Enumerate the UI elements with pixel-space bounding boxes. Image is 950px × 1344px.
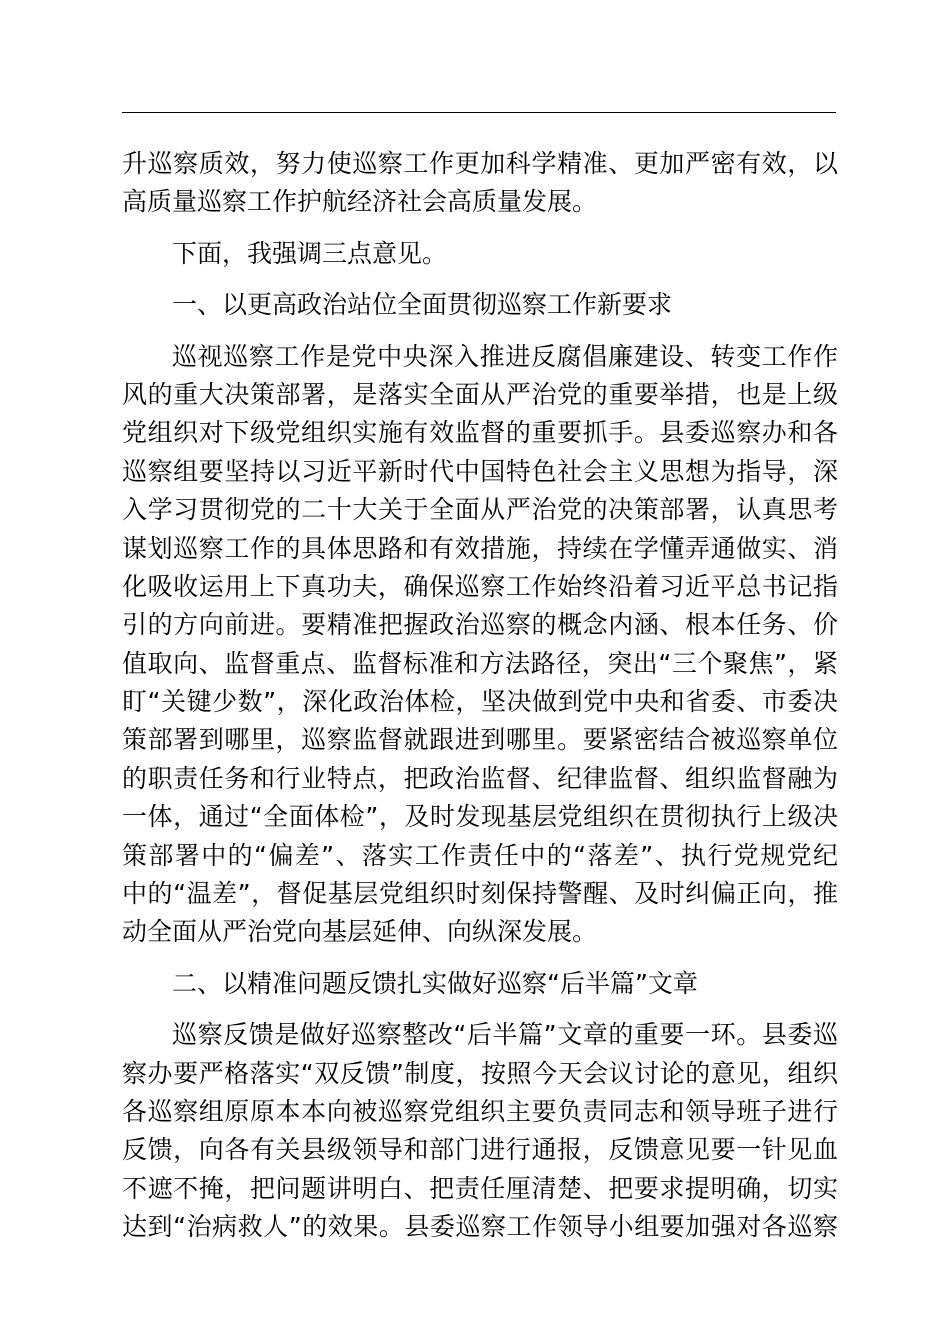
- text-line: 动全面从严治党向基层延伸、向纵深发展。: [122, 917, 598, 947]
- text-line: 巡察反馈是做好巡察整改“后半篇”文章的重要一环。县委巡: [172, 1020, 838, 1050]
- text-line: 入学习贯彻党的二十大关于全面从严治党的决策部署，认真思考: [122, 495, 838, 525]
- text-line: 策部署中的“偏差”、落实工作责任中的“落差”、执行党规党纪: [122, 840, 838, 870]
- paragraph: [122, 235, 838, 273]
- text-line: 中的“温差”，督促基层党组织时刻保持警醒、及时纠偏正向，推: [122, 879, 838, 909]
- text-line: 巡察组要坚持以习近平新时代中国特色社会主义思想为指导，深: [122, 456, 838, 486]
- section-heading: [122, 965, 838, 1003]
- document-body: [122, 145, 838, 1247]
- text-line: 巡视巡察工作是党中央深入推进反腐倡廉建设、转变工作作: [172, 341, 838, 371]
- header-rule: [122, 112, 836, 113]
- text-line: 反馈，向各有关县级领导和部门进行通报，反馈意见要一针见血: [122, 1135, 838, 1165]
- text-line: 谋划巡察工作的具体思路和有效措施，持续在学懂弄通做实、消: [122, 533, 838, 563]
- text-line: 风的重大决策部署，是落实全面从严治党的重要举措，也是上级: [122, 379, 838, 409]
- text-line: 一、以更高政治站位全面贯彻巡察工作新要求: [172, 290, 673, 320]
- paragraph: [122, 338, 838, 952]
- text-line: 化吸收运用上下真功夫，确保巡察工作始终沿着习近平总书记指: [122, 571, 838, 601]
- text-line: 引的方向前进。要精准把握政治巡察的概念内涵、根本任务、价: [122, 610, 838, 640]
- text-line: 党组织对下级党组织实施有效监督的重要抓手。县委巡察办和各: [122, 418, 838, 448]
- text-line: 一体，通过“全面体检”，及时发现基层党组织在贯彻执行上级决: [122, 802, 838, 832]
- text-line: 不遮不掩，把问题讲明白、把责任厘清楚、把要求提明确，切实: [122, 1173, 838, 1203]
- section-heading: [122, 286, 838, 324]
- text-line: 高质量巡察工作护航经济社会高质量发展。: [122, 187, 598, 217]
- text-line: 下面，我强调三点意见。: [172, 238, 448, 268]
- text-line: 察办要严格落实“双反馈”制度，按照今天会议讨论的意见，组织: [122, 1058, 838, 1088]
- paragraph: [122, 145, 838, 222]
- text-line: 值取向、监督重点、监督标准和方法路径，突出“三个聚焦”，紧: [122, 648, 838, 678]
- text-line: 二、以精准问题反馈扎实做好巡察“后半篇”文章: [172, 968, 698, 998]
- text-line: 盯“关键少数”，深化政治体检，坚决做到党中央和省委、市委决: [122, 687, 838, 717]
- text-line: 升巡察质效，努力使巡察工作更加科学精准、更加严密有效，以: [122, 149, 838, 178]
- paragraph: [122, 1016, 838, 1246]
- text-line: 各巡察组原原本本向被巡察党组织主要负责同志和领导班子进行: [122, 1096, 838, 1126]
- text-line: 策部署到哪里，巡察监督就跟进到哪里。要紧密结合被巡察单位: [122, 725, 838, 755]
- text-line: 达到“治病救人”的效果。县委巡察工作领导小组要加强对各巡察: [122, 1212, 838, 1242]
- text-line: 的职责任务和行业特点，把政治监督、纪律监督、组织监督融为: [122, 763, 838, 793]
